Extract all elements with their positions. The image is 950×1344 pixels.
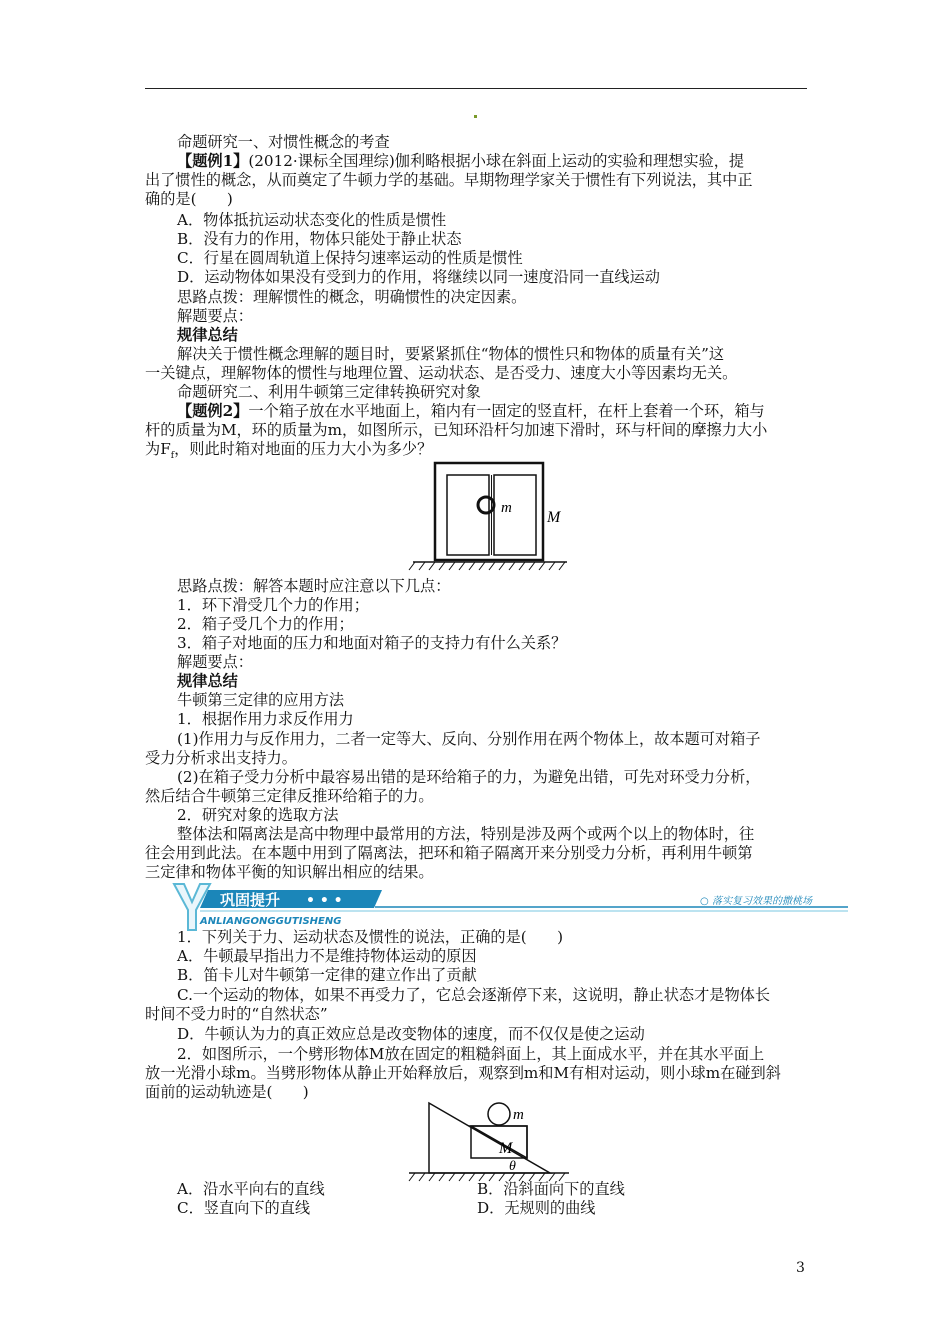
example1-line2: 出了惯性的概念，从而奠定了牛顿力学的基础。早期物理学家关于惯性有下列说法，其中正 bbox=[145, 171, 753, 189]
q2-option-a: A．沿水平向右的直线 bbox=[177, 1180, 325, 1198]
method1a-line2: 受力分析求出支持力。 bbox=[145, 749, 297, 767]
example2-line3-a: 为F bbox=[145, 440, 171, 458]
q1-option-c-line2: 时间不受力时的“自然状态” bbox=[145, 1005, 328, 1023]
example1-summary-line2: 一关键点，理解物体的惯性与地理位置、运动状态、是否受力、速度大小等因素均无关。 bbox=[145, 364, 738, 382]
ring-label: m bbox=[501, 500, 512, 516]
q2-option-b: B．沿斜面向下的直线 bbox=[477, 1180, 625, 1198]
page-number: 3 bbox=[796, 1260, 805, 1276]
decorative-dot bbox=[474, 115, 477, 118]
example2-point2: 2．箱子受几个力的作用； bbox=[177, 615, 354, 633]
example1-tag: 【题例1】 bbox=[177, 152, 249, 170]
example1-hint: 思路点拨：理解惯性的概念，明确惯性的决定因素。 bbox=[177, 288, 527, 306]
method2-line1: 整体法和隔离法是高中物理中最常用的方法，特别是涉及两个或两个以上的物体时，往 bbox=[177, 825, 755, 843]
example1-option-b: B．没有力的作用，物体只能处于静止状态 bbox=[177, 230, 462, 248]
fixed-incline bbox=[429, 1103, 550, 1173]
method1: 1．根据作用力求反作用力 bbox=[177, 710, 354, 728]
box-inner-left bbox=[447, 475, 489, 555]
method1b-line1: (2)在箱子受力分析中最容易出错的是环给箱子的力，为避免出错，可先对环受力分析， bbox=[177, 768, 761, 786]
ground-hatching bbox=[409, 562, 565, 570]
angle-label: θ bbox=[509, 1159, 516, 1174]
q2-options-row2 bbox=[177, 1199, 677, 1218]
incline-wedge-figure bbox=[405, 1095, 575, 1185]
header-rule bbox=[145, 88, 807, 89]
q2-option-d: D．无规则的曲线 bbox=[477, 1199, 596, 1217]
example2-hint: 思路点拨：解答本题时应注意以下几点： bbox=[177, 577, 451, 595]
box-ring-figure bbox=[405, 460, 590, 578]
q1-option-b: B．笛卡儿对牛顿第一定律的建立作出了贡献 bbox=[177, 966, 477, 984]
q1-option-d: D．牛顿认为力的真正效应总是改变物体的速度，而不仅仅是使之运动 bbox=[177, 1025, 645, 1043]
example1-summary-line1: 解决关于惯性概念理解的题目时，要紧紧抓住“物体的惯性只和物体的质量有关”这 bbox=[177, 345, 725, 363]
example2-summary-title: 规律总结 bbox=[177, 672, 238, 690]
example2-line3-b: ，则此时箱对地面的压力大小为多少？ bbox=[174, 440, 433, 458]
q2-options-row1 bbox=[177, 1180, 677, 1199]
example2-point1: 1．环下滑受几个力的作用； bbox=[177, 596, 369, 614]
method2-line3: 三定律和物体平衡的知识解出相应的结果。 bbox=[145, 863, 434, 881]
example2-line1 bbox=[145, 402, 857, 421]
method1a-line1: (1)作用力与反作用力，二者一定等大、反向、分别作用在两个物体上，故本题可对箱子 bbox=[177, 730, 761, 748]
example1-summary-title: 规律总结 bbox=[177, 326, 238, 344]
box-label: M bbox=[547, 509, 561, 526]
example1-text: (2012·课标全国理综)伽利略根据小球在斜面上运动的实验和理想实验，提 bbox=[248, 152, 745, 170]
example2-solution: 解题要点： bbox=[177, 653, 253, 671]
example1-solution: 解题要点： bbox=[177, 307, 253, 325]
example1-line3: 确的是( ) bbox=[145, 190, 233, 208]
q1-option-c-line1: C.一个运动的物体，如果不再受力了，它总会逐渐停下来，这说明，静止状态才是物体长 bbox=[177, 986, 771, 1004]
q2-stem-line3: 面前的运动轨迹是( ) bbox=[145, 1083, 309, 1101]
method2-line2: 往会用到此法。在本题中用到了隔离法，把环和箱子隔离开来分别受力分析，再利用牛顿第 bbox=[145, 844, 753, 862]
example2-tag: 【题例2】 bbox=[177, 402, 249, 420]
example1-option-a: A．物体抵抗运动状态变化的性质是惯性 bbox=[177, 211, 447, 229]
example2-text: 一个箱子放在水平地面上，箱内有一固定的竖直杆，在杆上套着一个环，箱与 bbox=[248, 402, 765, 420]
ball-label: m bbox=[513, 1107, 524, 1123]
example1-option-c: C．行星在圆周轨道上保持匀速率运动的性质是惯性 bbox=[177, 249, 523, 267]
method-title: 牛顿第三定律的应用方法 bbox=[177, 691, 345, 709]
q1-option-a: A．牛顿最早指出力不是维持物体运动的原因 bbox=[177, 947, 477, 965]
banner-slogan-prefix: ○ bbox=[700, 896, 709, 907]
wedge-label: M bbox=[499, 1140, 513, 1157]
section2-heading: 命题研究二、利用牛顿第三定律转换研究对象 bbox=[177, 383, 481, 401]
banner-title: 巩固提升 bbox=[220, 891, 281, 909]
section1-heading: 命题研究一、对惯性概念的考查 bbox=[177, 133, 390, 151]
q2-stem-line2: 放一光滑小球m。当劈形物体从静止开始释放后，观察到m和M有相对运动，则小球m在碰到斜 bbox=[145, 1064, 781, 1082]
example1-option-d: D．运动物体如果没有受到力的作用，将继续以同一速度沿同一直线运动 bbox=[177, 268, 660, 286]
q2-option-c: C．竖直向下的直线 bbox=[177, 1199, 311, 1217]
banner-dots: • • • bbox=[306, 893, 343, 909]
q2-stem-line1: 2．如图所示，一个劈形物体M放在固定的粗糙斜面上，其上面成水平，并在其水平面上 bbox=[177, 1045, 765, 1063]
q1-stem: 1．下列关于力、运动状态及惯性的说法，正确的是( ) bbox=[177, 928, 564, 946]
ball bbox=[488, 1103, 510, 1125]
method2: 2．研究对象的选取方法 bbox=[177, 806, 339, 824]
example2-point3: 3．箱子对地面的压力和地面对箱子的支持力有什么关系？ bbox=[177, 634, 567, 652]
method1b-line2: 然后结合牛顿第三定律反推环给箱子的力。 bbox=[145, 787, 434, 805]
friction-subscript: f bbox=[170, 451, 175, 462]
banner-slogan: 落实复习效果的撒桃场 bbox=[712, 896, 812, 907]
banner-pinyin: ANLIANGONGGUTISHENG bbox=[200, 916, 342, 927]
example2-line2: 杆的质量为M，环的质量为m，如图所示，已知环沿杆匀加速下滑时，环与杆间的摩擦力大小 bbox=[145, 421, 768, 439]
example1-line1 bbox=[145, 152, 857, 171]
